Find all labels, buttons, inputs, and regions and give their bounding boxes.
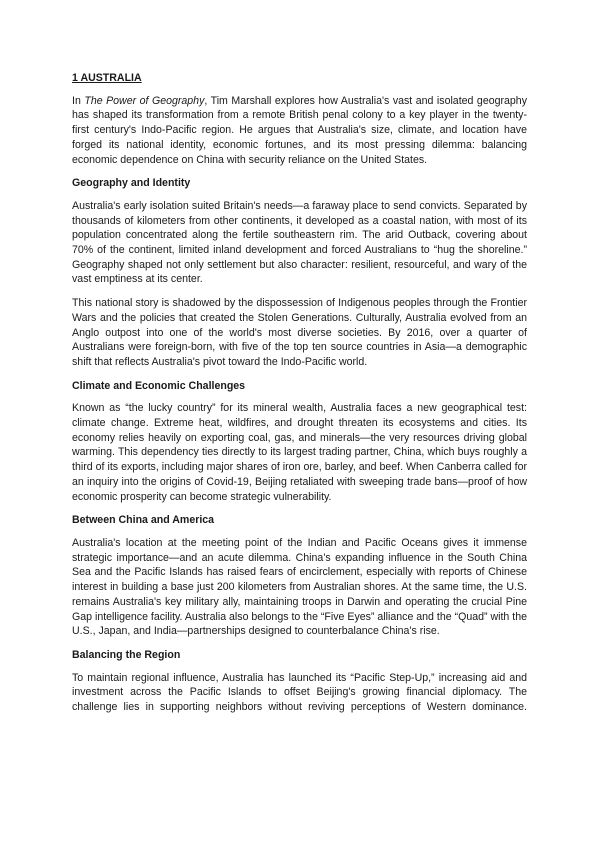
book-title: The Power of Geography (84, 94, 205, 107)
chapter-title: 1 AUSTRALIA (72, 72, 142, 84)
section-heading-china-america: Between China and America (72, 514, 215, 527)
intro-prefix: In (72, 94, 85, 107)
intro-text: , Tim Marshall explores how Australia's vast and isolated geography has shaped its transformation from a remote British penal colony to a key player in the twenty-first century's Indo-Pacific region. He argues that Australia's size, climate, and location have forged its national identity, economic fortunes, and its most pressing dilemma: balancing economic dependence on China with security reliance on the United States. (72, 94, 527, 166)
section-heading-geography-identity: Geography and Identity (72, 177, 191, 190)
intro-paragraph (72, 94, 527, 168)
paragraph-geography-2: This national story is shadowed by the dispossession of Indigenous peoples through the Frontier Wars and the policies that created the Stolen Generations. Culturally, Australia evolved from an Anglo outpost into one of the world's most diverse societies. By 2016, over a quarter of Australians were foreign-born, with five of the top ten source countries in Asia—a demographic shift that reflects Australia's pivot toward the Indo-Pacific world. (72, 297, 527, 368)
paragraph-balancing-1: To maintain regional influence, Australia has launched its “Pacific Step-Up,” increasing aid and investment across the Pacific Islands to offset Beijing's growing financial diplomacy. The challenge lies in supporting neighbors without reviving perceptions of Western dominance. (72, 671, 527, 714)
paragraph-geography-1: Australia's early isolation suited Britain's needs—a faraway place to send convicts. Separated by thousands of kilometers from other continents, it developed as a coastal nation, with most of its population concentrated along the fertile southeastern rim. The arid Outback, covering about 70% of the continent, limited inland development and forced Australians to “hug the shoreline.” Geography shaped not only settlement but also character: resilient, resourceful, and wary of the vast emptiness at its center. (72, 199, 527, 286)
section-heading-climate-economic: Climate and Economic Challenges (72, 379, 246, 392)
paragraph-china-america-1: Australia's location at the meeting point of the Indian and Pacific Oceans gives it immense strategic importance—and an acute dilemma. China's expanding influence in the South China Sea and the Pacific Islands has raised fears of encirclement, especially with reports of Chinese interest in building a base just 200 kilometers from Australian shores. At the same time, the U.S. remains Australia's key military ally, maintaining troops in Darwin and operating the crucial Pine Gap intelligence facility. Australia also belongs to the “Five Eyes” alliance and the “Quad” with the U.S., Japan, and India—partnerships designed to counterbalance China's rise. (72, 536, 527, 638)
document-page (72, 71, 527, 724)
paragraph-climate-1: Known as “the lucky country” for its mineral wealth, Australia faces a new geographical test: climate change. Extreme heat, wildfires, and drought threaten its ecosystems and cities. Its economy relies heavily on exporting coal, gas, and minerals—the very resources driving global warming. This dependency ties directly to its largest trading partner, China, which buys roughly a third of its exports, including major shares of iron ore, barley, and beef. When Canberra called for an inquiry into the origins of Covid-19, Beijing retaliated with sweeping trade bans—proof of how economic prosperity can become strategic vulnerability. (72, 402, 527, 503)
section-heading-balancing-region: Balancing the Region (72, 648, 181, 661)
